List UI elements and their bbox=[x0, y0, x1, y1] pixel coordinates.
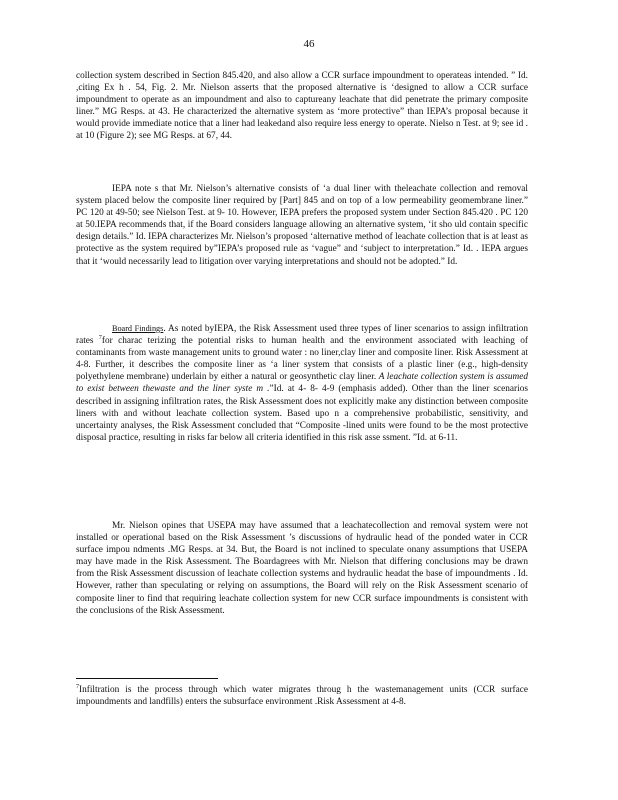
board-findings-text-a: . As noted byIEPA, the Risk Assessment used three types of liner scenarios to assign infiltration rates bbox=[76, 324, 528, 347]
footnote-divider bbox=[76, 678, 218, 679]
board-findings-italic-quote: A leachate collection system is assumed to exist between thewaste and the liner syste m . bbox=[76, 372, 528, 395]
footnote-reference: 7 bbox=[98, 335, 102, 341]
footnote-marker: 7 bbox=[76, 683, 79, 690]
paragraph-nielson-alternative: collection system described in Section 845.420, and also allow a CCR surface impoundment to operateas intended. ” Id. ,citing Ex h . 54, Fig. 2. Mr. Nielson asserts that the proposed alternative is ‘designed to allow a CCR surface impoundment to operate as an impoundment and also to captureany leachate that did penetrate the primary composite liner.” MG Resps. at 43. He characterized the alternative system as ‘more protective” than IEPA’s proposal because it would provide immediate notice that a liner had leakedand also require less energy to operate. Nielso n Test. at 9; see id . at 10 (Figure 2); see MG Resps. at 67, 44. bbox=[76, 71, 528, 142]
paragraph-board-findings bbox=[76, 323, 528, 444]
footnote-text: Infiltration is the process through which water migrates throug h the wastemanagement units (CCR surface impoundments and landfills) enters the subsurface environment .Risk Assessment at 4-8. bbox=[76, 685, 528, 708]
footnote bbox=[76, 684, 528, 708]
paragraph-iepa-notes: IEPA note s that Mr. Nielson’s alternative consists of ‘a dual liner with theleachate collection and removal system placed below the composite liner required by [Part] 845 and on top of a low permeability geomembrane liner.” PC 120 at 49-50; see Nielson Test. at 9- 10. However, IEPA prefers the proposed system under Section 845.420 . PC 120 at 50.IEPA recommends that, if the Board considers language allowing an alternative system, ‘it sho uld contain specific design details.” Id. IEPA characterizes Mr. Nielson’s proposed ‘alternative method of leachate collection that is at least as protective as the system required by”IEPA’s proposed rule as ‘vague” and ‘subject to interpretation.” Id. . IEPA argues that it ‘would necessarily lead to litigation over varying interpretations and should not be adopted.” Id. bbox=[76, 184, 528, 267]
board-findings-text-c: ”Id. at 4- 8- 4-9 (emphasis added). Other than the liner scenarios described in assigning infiltration rates, the Risk Assessment does not explicitly make any distinction between composite liners with and without leachate collection system. Based upo n a comprehensive probabilistic, sensitivity, and uncertainty analyses, the Risk Assessment concluded that “Composite -lined units were found to be the most protective disposal practice, resulting in risks far below all criteria identified in this risk asse ssment. ”Id. at 6-11. bbox=[76, 384, 529, 443]
board-findings-text-b: for charac terizing the potential risks to human health and the environment associated with leaching of contaminants from waste management units to ground water : no liner,clay liner and composite liner. Risk Assessment at 4-8. Further, it describes the composite liner as ‘a liner system that consists of a plastic liner (e.g., high-density polyethylene membrane) underlain by either a natural or geosynthetic clay liner. bbox=[76, 336, 528, 383]
page-number: 46 bbox=[303, 38, 315, 50]
paragraph-usepa-assumption: Mr. Nielson opines that USEPA may have assumed that a leachatecollection and removal system were not installed or operational based on the Risk Assessment ’s discussions of hydraulic head of the ponded water in CCR surface impou ndments .MG Resps. at 34. But, the Board is not inclined to speculate onany assumptions that USEPA may have made in the Risk Assessment. The Boardagrees with Mr. Nielson that differing conclusions may be drawn from the Risk Assessment discussion of leachate collection systems and hydraulic headat the base of impoundments . Id. However, rather than speculating or relying on assumptions, the Board will rely on the Risk Assessment scenario of composite liner to find that requiring leachate collection system for new CCR surface impoundments is consistent with the conclusions of the Risk Assessment. bbox=[76, 521, 528, 616]
board-findings-heading: Board Findings bbox=[112, 324, 164, 333]
